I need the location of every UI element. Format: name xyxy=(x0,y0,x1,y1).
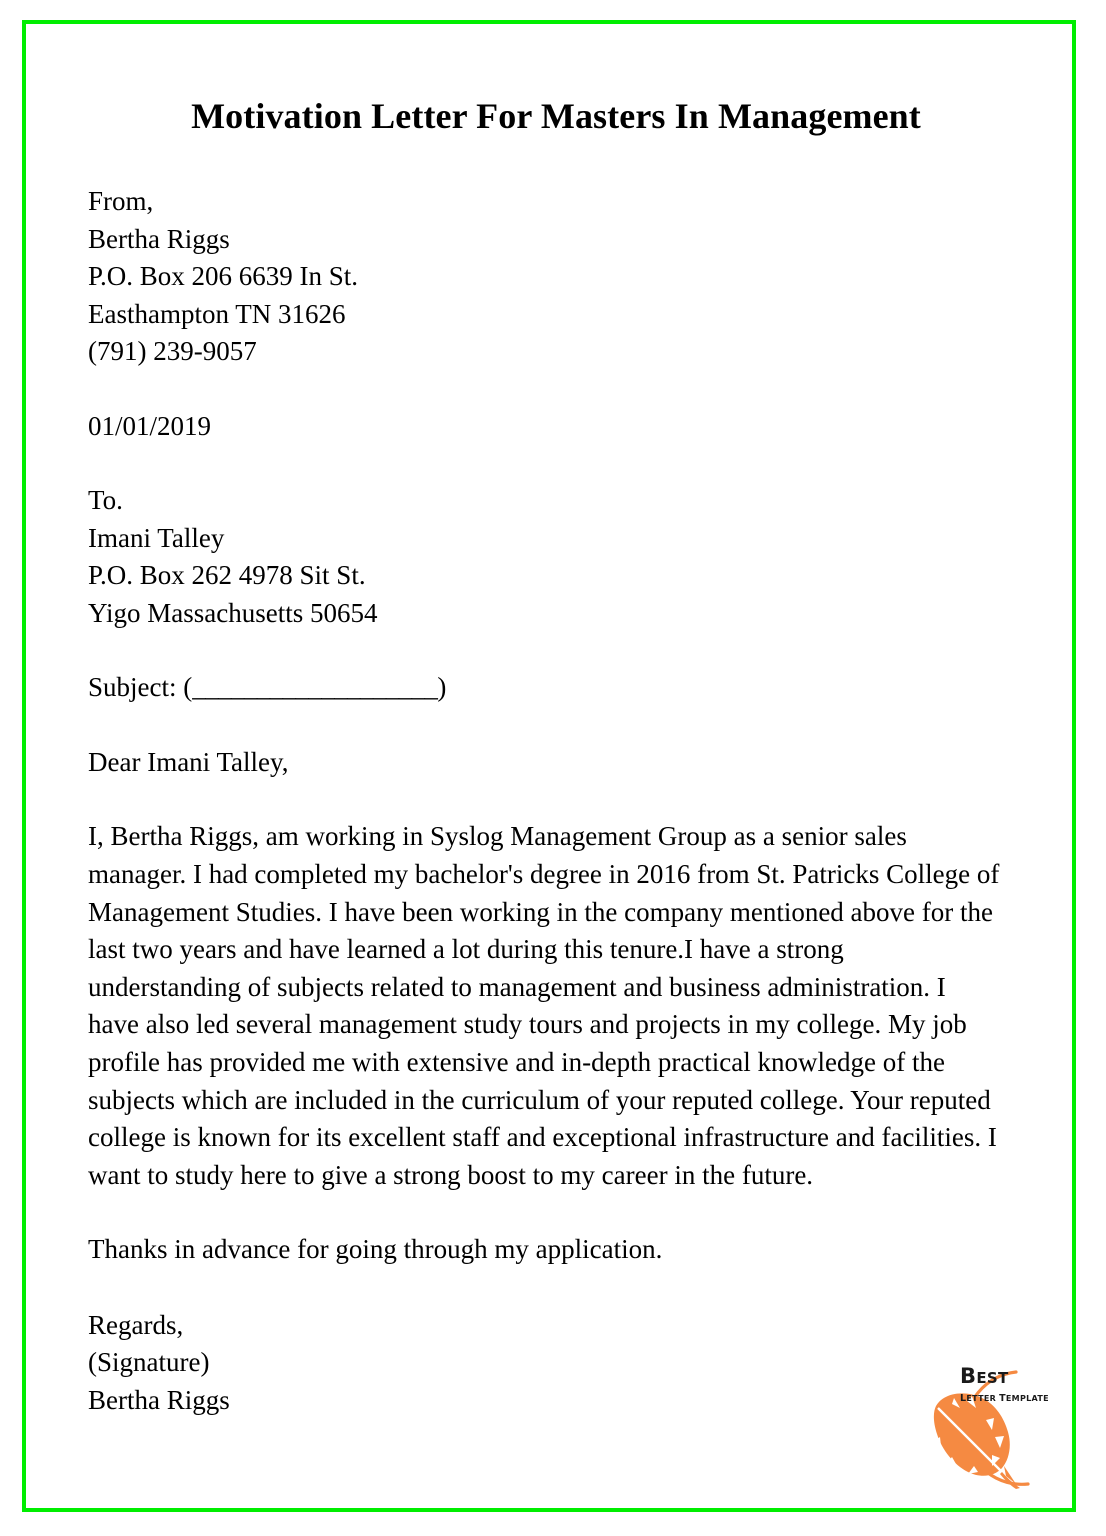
logo-tagline-t: T xyxy=(999,1393,1006,1404)
spacer xyxy=(88,1269,1002,1307)
logo-tagline-l: L xyxy=(960,1393,967,1404)
subject-close-paren: ) xyxy=(437,672,447,703)
brand-logo xyxy=(908,1362,1060,1512)
subject-field xyxy=(88,669,1002,707)
letter-document xyxy=(88,96,1002,1419)
sender-address-block xyxy=(88,183,1002,371)
recipient-address-block xyxy=(88,482,1002,632)
spacer xyxy=(88,1194,1002,1231)
recipient-name: Imani Talley xyxy=(88,522,225,553)
letter-date: 01/01/2019 xyxy=(88,410,212,441)
letter-body-paragraph: I, Bertha Riggs, am working in Syslog Management Group as a senior sales manager. I had completed my bachelor's degree in 2016 from St. Patricks College of Management Studies. I have been working in the company mentioned above for the last two years and have learned a lot during this tenure.I have a strong understanding of subjects related to management and business administration. I have also led several management study tours and projects in my college. My job profile has provided me with extensive and in-depth practical knowledge of the subjects which are included in the curriculum of your reputed college. Your reputed college is known for its excellent staff and exceptional infrastructure and facilities. I want to study here to give a strong boost to my career in the future. xyxy=(88,821,1000,1190)
spacer xyxy=(88,781,1002,818)
closing-signature-placeholder: (Signature) xyxy=(88,1347,210,1378)
recipient-street: P.O. Box 262 4978 Sit St. xyxy=(88,560,366,591)
spacer xyxy=(88,707,1002,744)
logo-tagline-template: EMPLATE xyxy=(1005,1394,1049,1403)
closing-thanks-line: Thanks in advance for going through my application. xyxy=(88,1234,663,1265)
logo-brand-initial: B xyxy=(960,1364,977,1388)
salutation: Dear Imani Talley, xyxy=(88,746,289,777)
feather-quill-icon xyxy=(933,1393,1020,1489)
signature-block xyxy=(88,1307,1002,1420)
page-title: Motivation Letter For Masters In Management xyxy=(191,96,921,136)
logo-tagline-letter: ETTER xyxy=(966,1394,1000,1403)
closing-sender-name: Bertha Riggs xyxy=(88,1384,230,1415)
spacer xyxy=(88,632,1002,669)
sender-street: P.O. Box 206 6639 In St. xyxy=(88,261,359,292)
closing-regards: Regards, xyxy=(88,1309,184,1340)
sender-phone: (791) 239-9057 xyxy=(88,336,257,367)
spacer xyxy=(88,445,1002,482)
logo-wordmark xyxy=(960,1366,1060,1405)
recipient-to-label: To. xyxy=(88,485,123,516)
subject-blank-field[interactable]: ___________________ xyxy=(192,672,438,703)
logo-brand-name xyxy=(960,1366,1060,1389)
spacer xyxy=(88,371,1002,408)
logo-brand-rest: EST xyxy=(976,1369,1009,1387)
sender-from-label: From, xyxy=(88,186,154,217)
sender-city-state-zip: Easthampton TN 31626 xyxy=(88,298,346,329)
recipient-city-state-zip: Yigo Massachusetts 50654 xyxy=(88,597,378,628)
sender-name: Bertha Riggs xyxy=(88,223,230,254)
subject-label: Subject: ( xyxy=(88,672,193,703)
logo-tagline xyxy=(960,1392,1060,1405)
